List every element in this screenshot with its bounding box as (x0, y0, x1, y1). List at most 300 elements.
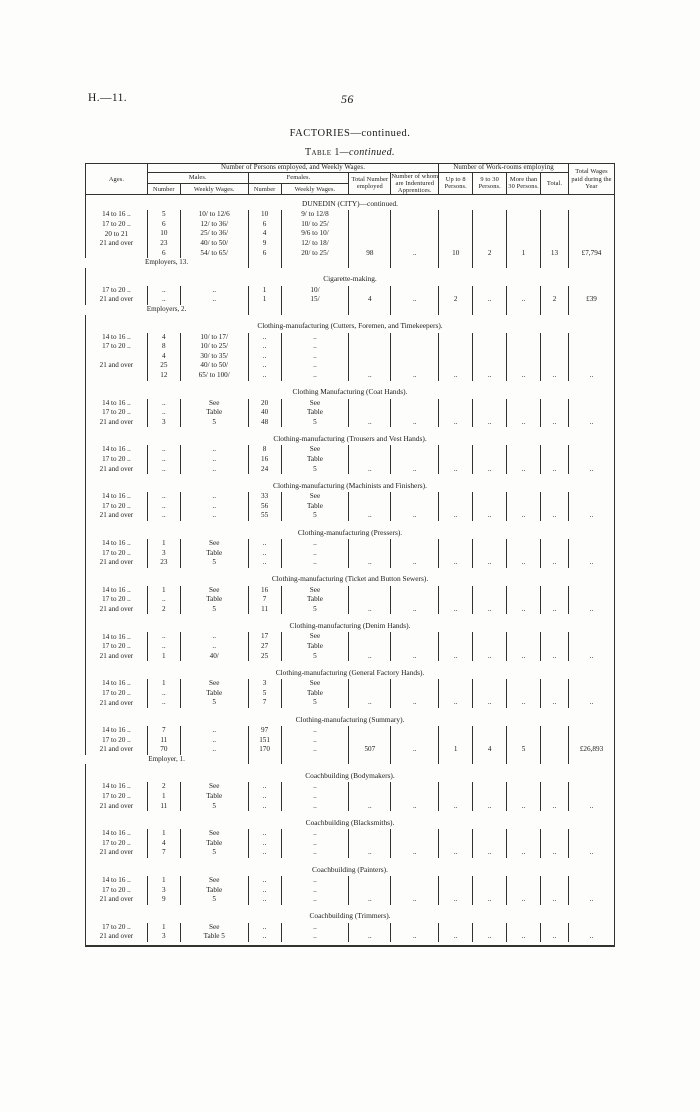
cell-m_wages: Table (180, 792, 248, 802)
cell-f_wages: .. (281, 802, 349, 812)
cell-wages_year: .. (568, 511, 614, 521)
cell-total: .. (349, 465, 391, 475)
cell-m_wages: 5 (180, 605, 248, 615)
cell-up8: .. (439, 418, 473, 428)
cell-total (349, 829, 391, 839)
cell-up8 (439, 736, 473, 746)
cell-nine30 (473, 502, 507, 512)
cell-up8: 10 (439, 249, 473, 259)
cell-appr: .. (391, 371, 439, 381)
cell-nine30: .. (473, 895, 507, 905)
cell-tot (541, 726, 569, 736)
cell-tot: .. (541, 558, 569, 568)
cell-up8 (439, 876, 473, 886)
cell-up8 (439, 342, 473, 352)
cell-age: 14 to 16 .. (86, 876, 148, 886)
cell-nine30 (473, 210, 507, 220)
cell-m_num: .. (147, 399, 180, 409)
cell-more30 (507, 792, 541, 802)
cell-m_num: 1 (147, 829, 180, 839)
cell-up8 (439, 726, 473, 736)
cell-f_wages: .. (281, 333, 349, 343)
table-row (86, 782, 615, 792)
cell-f_num: 8 (248, 445, 281, 455)
cell-f_num: .. (248, 886, 281, 896)
cell-up8 (439, 886, 473, 896)
table-row (86, 511, 615, 521)
cell-tot (541, 923, 569, 933)
cell-f_num: 4 (248, 229, 281, 239)
cell-total (349, 689, 391, 699)
cell-f_wages: See (281, 632, 349, 642)
cell-appr: .. (391, 932, 439, 942)
table-bottom-rule (86, 945, 615, 946)
cell-age: 17 to 20 .. (86, 220, 148, 230)
cell-total (349, 239, 391, 249)
table-row (86, 595, 615, 605)
cell-appr (391, 632, 439, 642)
cell-wages_year (568, 239, 614, 249)
cell-f_num: 7 (248, 698, 281, 708)
cell-more30 (507, 726, 541, 736)
cell-total: .. (349, 511, 391, 521)
cell-empty (439, 305, 473, 315)
cell-wages_year (568, 839, 614, 849)
cell-m_num: 5 (147, 210, 180, 220)
cell-wages_year (568, 286, 614, 296)
cell-more30 (507, 642, 541, 652)
cell-m_num: 7 (147, 726, 180, 736)
cell-more30: .. (507, 465, 541, 475)
cell-empty (439, 755, 473, 765)
section-heading: Coachbuilding (Painters). (86, 861, 615, 876)
cell-up8 (439, 539, 473, 549)
table-row (86, 220, 615, 230)
cell-age: 14 to 16 .. (86, 492, 148, 502)
cell-tot: .. (541, 652, 569, 662)
cell-age: 21 and over (86, 239, 148, 249)
th-more-than-30: More than 30 Persons. (507, 172, 541, 195)
cell-tot (541, 886, 569, 896)
cell-tot: 2 (541, 295, 569, 305)
cell-up8 (439, 408, 473, 418)
cell-nine30 (473, 399, 507, 409)
cell-age: 20 to 21 (86, 229, 148, 239)
cell-wages_year (568, 923, 614, 933)
cell-appr (391, 642, 439, 652)
cell-age: 14 to 16 .. (86, 782, 148, 792)
cell-appr: .. (391, 605, 439, 615)
cell-m_num: 3 (147, 418, 180, 428)
cell-more30 (507, 586, 541, 596)
table-row (86, 839, 615, 849)
th-group-persons: Number of Persons employed, and Weekly Wages. (147, 164, 438, 173)
cell-m_num: 23 (147, 558, 180, 568)
cell-tot (541, 286, 569, 296)
cell-tot (541, 689, 569, 699)
cell-tot (541, 210, 569, 220)
cell-age: 21 and over (86, 295, 148, 305)
cell-up8 (439, 399, 473, 409)
cell-m_wages: .. (180, 465, 248, 475)
cell-age (86, 371, 148, 381)
cell-nine30: .. (473, 418, 507, 428)
cell-up8 (439, 361, 473, 371)
th-females: Females. (248, 172, 349, 183)
cell-f_num: 48 (248, 418, 281, 428)
table-row (86, 445, 615, 455)
section-heading: Coachbuilding (Bodymakers). (86, 767, 615, 782)
cell-empty (349, 305, 391, 315)
cell-m_wages: See (180, 876, 248, 886)
cell-tot (541, 736, 569, 746)
cell-up8 (439, 642, 473, 652)
cell-total: .. (349, 418, 391, 428)
table-row (86, 210, 615, 220)
cell-f_num: .. (248, 371, 281, 381)
cell-f_wages: .. (281, 876, 349, 886)
cell-m_wages: .. (180, 642, 248, 652)
cell-f_num: .. (248, 558, 281, 568)
cell-tot (541, 502, 569, 512)
cell-more30 (507, 286, 541, 296)
cell-f_num: 24 (248, 465, 281, 475)
cell-wages_year (568, 736, 614, 746)
th-ages: Ages. (86, 164, 148, 195)
cell-more30 (507, 736, 541, 746)
cell-age: 21 and over (86, 605, 148, 615)
cell-nine30 (473, 445, 507, 455)
cell-appr (391, 829, 439, 839)
cell-wages_year (568, 539, 614, 549)
cell-f_wages: 5 (281, 652, 349, 662)
cell-age: 21 and over (86, 558, 148, 568)
employers-note: Employers, 13. (86, 258, 249, 268)
cell-empty (473, 258, 507, 268)
table-row (86, 895, 615, 905)
table-row (86, 408, 615, 418)
cell-appr (391, 595, 439, 605)
cell-m_wages: 5 (180, 698, 248, 708)
cell-age: 14 to 16 .. (86, 726, 148, 736)
cell-tot: .. (541, 895, 569, 905)
cell-nine30 (473, 455, 507, 465)
cell-total: 507 (349, 745, 391, 755)
cell-tot (541, 782, 569, 792)
section-heading: Clothing Manufacturing (Coat Hands). (86, 384, 615, 399)
cell-m_num: 70 (147, 745, 180, 755)
table-row (86, 492, 615, 502)
table-row (86, 418, 615, 428)
cell-tot (541, 539, 569, 549)
cell-more30 (507, 595, 541, 605)
cell-f_num: .. (248, 352, 281, 362)
cell-nine30: 2 (473, 249, 507, 259)
cell-tot: .. (541, 465, 569, 475)
cell-total (349, 445, 391, 455)
cell-wages_year: .. (568, 802, 614, 812)
cell-empty (507, 755, 541, 765)
cell-age: 14 to 16 .. (86, 445, 148, 455)
table-body (86, 195, 615, 947)
cell-m_num: 3 (147, 886, 180, 896)
th-total-wages: Total Wages paid during the Year (568, 164, 614, 195)
cell-total: .. (349, 848, 391, 858)
table-row (86, 352, 615, 362)
cell-m_num: 12 (147, 371, 180, 381)
section-heading: Cigarette-making. (86, 271, 615, 286)
cell-tot (541, 239, 569, 249)
cell-empty (507, 305, 541, 315)
cell-empty (391, 755, 439, 765)
th-total-employed: Total Number employed (349, 172, 391, 195)
cell-f_wages: Table (281, 642, 349, 652)
cell-total (349, 782, 391, 792)
cell-nine30 (473, 492, 507, 502)
cell-total: .. (349, 802, 391, 812)
cell-more30 (507, 886, 541, 896)
table-row (86, 361, 615, 371)
cell-m_wages: 30/ to 35/ (180, 352, 248, 362)
cell-m_num: .. (147, 632, 180, 642)
cell-tot (541, 595, 569, 605)
cell-appr: .. (391, 848, 439, 858)
cell-m_wages: 5 (180, 418, 248, 428)
cell-age: 21 and over (86, 511, 148, 521)
cell-more30 (507, 923, 541, 933)
cell-more30: .. (507, 418, 541, 428)
cell-f_wages: See (281, 399, 349, 409)
cell-f_num: .. (248, 792, 281, 802)
cell-m_wages: See (180, 586, 248, 596)
cell-f_num: .. (248, 848, 281, 858)
cell-total: .. (349, 698, 391, 708)
cell-f_wages: .. (281, 736, 349, 746)
cell-m_num: .. (147, 642, 180, 652)
cell-empty (391, 258, 439, 268)
cell-f_wages: 5 (281, 418, 349, 428)
cell-empty (439, 258, 473, 268)
cell-tot (541, 745, 569, 755)
cell-f_wages: 5 (281, 465, 349, 475)
cell-nine30 (473, 839, 507, 849)
cell-nine30 (473, 689, 507, 699)
cell-f_num: .. (248, 895, 281, 905)
cell-m_num: 6 (147, 220, 180, 230)
cell-wages_year: .. (568, 418, 614, 428)
cell-nine30 (473, 342, 507, 352)
cell-tot: .. (541, 371, 569, 381)
cell-wages_year (568, 399, 614, 409)
cell-tot (541, 632, 569, 642)
cell-total: .. (349, 558, 391, 568)
cell-m_num: 3 (147, 932, 180, 942)
cell-m_num: 1 (147, 586, 180, 596)
cell-total (349, 839, 391, 849)
table-row (86, 502, 615, 512)
cell-m_wages: .. (180, 632, 248, 642)
cell-appr (391, 445, 439, 455)
cell-appr (391, 923, 439, 933)
cell-tot: 13 (541, 249, 569, 259)
employers-note-row (86, 258, 615, 268)
cell-tot: .. (541, 932, 569, 942)
cell-f_num: .. (248, 932, 281, 942)
cell-f_wages: .. (281, 923, 349, 933)
table-row (86, 229, 615, 239)
cell-empty (568, 755, 614, 765)
cell-f_wages: .. (281, 782, 349, 792)
cell-tot (541, 352, 569, 362)
cell-appr (391, 549, 439, 559)
cell-f_wages: See (281, 492, 349, 502)
cell-tot (541, 679, 569, 689)
cell-more30 (507, 408, 541, 418)
cell-wages_year (568, 333, 614, 343)
cell-m_num: .. (147, 698, 180, 708)
table-row (86, 549, 615, 559)
cell-m_num: .. (147, 408, 180, 418)
table-row (86, 792, 615, 802)
cell-total (349, 586, 391, 596)
cell-tot (541, 876, 569, 886)
cell-m_num: 10 (147, 229, 180, 239)
cell-more30 (507, 361, 541, 371)
cell-tot (541, 399, 569, 409)
cell-age (86, 352, 148, 362)
cell-tot: .. (541, 418, 569, 428)
table-row (86, 745, 615, 755)
table-row (86, 586, 615, 596)
cell-f_num: 40 (248, 408, 281, 418)
cell-appr (391, 455, 439, 465)
cell-age: 17 to 20 .. (86, 595, 148, 605)
cell-empty (248, 258, 281, 268)
cell-m_wages: 10/ to 12/6 (180, 210, 248, 220)
cell-nine30 (473, 239, 507, 249)
cell-nine30 (473, 782, 507, 792)
cell-total (349, 408, 391, 418)
cell-m_wages: Table 5 (180, 932, 248, 942)
cell-m_num: .. (147, 455, 180, 465)
cell-nine30 (473, 595, 507, 605)
cell-wages_year (568, 492, 614, 502)
table-row (86, 558, 615, 568)
cell-f_wages: .. (281, 539, 349, 549)
cell-wages_year: .. (568, 605, 614, 615)
cell-total: .. (349, 371, 391, 381)
cell-nine30 (473, 333, 507, 343)
cell-more30: .. (507, 605, 541, 615)
cell-m_wages: .. (180, 502, 248, 512)
cell-f_num: 1 (248, 286, 281, 296)
cell-nine30 (473, 876, 507, 886)
cell-more30: .. (507, 558, 541, 568)
cell-nine30: .. (473, 511, 507, 521)
cell-f_num: 11 (248, 605, 281, 615)
cell-f_num: 27 (248, 642, 281, 652)
cell-more30 (507, 445, 541, 455)
cell-nine30: .. (473, 932, 507, 942)
section-heading: Clothing-manufacturing (Pressers). (86, 524, 615, 539)
table-row (86, 698, 615, 708)
table-row (86, 642, 615, 652)
cell-tot (541, 445, 569, 455)
cell-age: 21 and over (86, 361, 148, 371)
cell-age: 21 and over (86, 802, 148, 812)
cell-f_wages: 9/ to 12/8 (281, 210, 349, 220)
cell-total (349, 333, 391, 343)
cell-wages_year: .. (568, 465, 614, 475)
cell-nine30: .. (473, 802, 507, 812)
cell-more30: .. (507, 895, 541, 905)
cell-f_num: 16 (248, 586, 281, 596)
cell-empty (391, 305, 439, 315)
cell-more30: .. (507, 371, 541, 381)
cell-up8: .. (439, 652, 473, 662)
cell-age: 17 to 20 .. (86, 286, 148, 296)
cell-m_wages: .. (180, 455, 248, 465)
cell-age: 14 to 16 .. (86, 679, 148, 689)
cell-m_num: 4 (147, 352, 180, 362)
cell-total: 98 (349, 249, 391, 259)
cell-nine30: .. (473, 652, 507, 662)
cell-total (349, 642, 391, 652)
cell-more30 (507, 239, 541, 249)
cell-age: 14 to 16 .. (86, 210, 148, 220)
cell-more30 (507, 399, 541, 409)
cell-total: .. (349, 932, 391, 942)
cell-m_wages: .. (180, 492, 248, 502)
cell-f_wages: 12/ to 18/ (281, 239, 349, 249)
cell-age: 17 to 20 .. (86, 923, 148, 933)
cell-f_num: 33 (248, 492, 281, 502)
cell-age: 21 and over (86, 418, 148, 428)
section-heading: Clothing-manufacturing (Trousers and Vest Hands). (86, 430, 615, 445)
cell-up8: .. (439, 932, 473, 942)
cell-total: .. (349, 652, 391, 662)
cell-wages_year: .. (568, 558, 614, 568)
th-males-wages: Weekly Wages. (180, 183, 248, 194)
cell-nine30 (473, 549, 507, 559)
cell-f_wages: .. (281, 886, 349, 896)
table-row (86, 726, 615, 736)
cell-f_num: 9 (248, 239, 281, 249)
cell-more30: .. (507, 698, 541, 708)
cell-f_wages: 9/6 to 10/ (281, 229, 349, 239)
cell-total (349, 595, 391, 605)
table-row (86, 632, 615, 642)
cell-wages_year (568, 689, 614, 699)
cell-appr: .. (391, 511, 439, 521)
cell-f_num: 17 (248, 632, 281, 642)
cell-nine30: 4 (473, 745, 507, 755)
cell-nine30 (473, 736, 507, 746)
section-heading: Clothing-manufacturing (Cutters, Foremen, and Timekeepers). (86, 318, 615, 333)
cell-wages_year (568, 549, 614, 559)
page-number: 56 (341, 92, 354, 106)
cell-m_wages: .. (180, 745, 248, 755)
employers-note: Employer, 1. (86, 755, 249, 765)
cell-appr (391, 539, 439, 549)
cell-f_wages: .. (281, 839, 349, 849)
employers-note-row (86, 305, 615, 315)
cell-tot (541, 492, 569, 502)
cell-m_wages: 5 (180, 848, 248, 858)
table-row (86, 455, 615, 465)
section-heading: Coachbuilding (Trimmers). (86, 908, 615, 923)
th-9-to-30: 9 to 30 Persons. (473, 172, 507, 195)
